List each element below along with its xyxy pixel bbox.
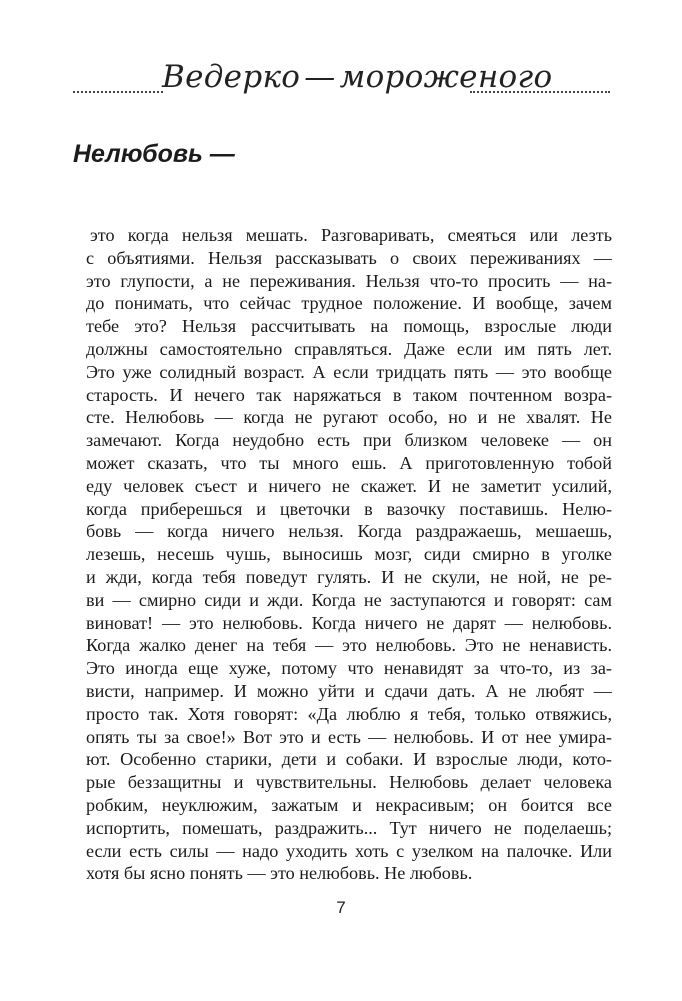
running-title-part-2: мороженого bbox=[339, 59, 553, 95]
body-line: лезешь, несешь чушь, выносишь мозг, сиди смирно в уголке bbox=[86, 544, 612, 565]
body-line: Это уже солидный возраст. А если тридцать пять — это вообще bbox=[86, 361, 612, 382]
body-line: висти, например. И можно уйти и сдачи дать. А не любят — bbox=[86, 680, 612, 701]
body-line: замечают. Когда неудобно есть при близком человеке — он bbox=[86, 430, 612, 451]
body-line: до понимать, что сейчас трудное положение. И вообще, зачем bbox=[86, 293, 612, 314]
body-line: это когда нельзя мешать. Разговаривать, смеяться или лезть bbox=[90, 225, 612, 245]
running-title-dash: — bbox=[304, 59, 336, 95]
body-line: и жди, когда тебя поведут гулять. И не скули, не ной, не ре- bbox=[86, 566, 612, 587]
body-line: это глупости, а не переживания. Нельзя что-то просить — на- bbox=[86, 270, 612, 291]
body-line: робким, неуклюжим, зажатым и некрасивым; он боится все bbox=[86, 794, 612, 815]
body-line: Когда жалко денег на тебя — это нелюбовь. Это не ненависть. bbox=[86, 635, 612, 656]
body-line: испортить, помешать, раздражить... Тут ничего не поделаешь; bbox=[86, 817, 612, 838]
body-line: сте. Нелюбовь — когда не ругают особо, но и не хвалят. Не bbox=[86, 407, 612, 428]
header-dotted-rule-right bbox=[470, 91, 610, 93]
body-line: рые беззащитны и чувствительны. Нелюбовь делает человека bbox=[86, 772, 612, 793]
body-line: бовь — когда ничего нельзя. Когда раздражаешь, мешаешь, bbox=[86, 521, 612, 542]
body-line: если есть силы — надо уходить хоть с узелком на палочке. Или bbox=[86, 840, 612, 861]
body-line: должны самостоятельно справляться. Даже если им пять лет. bbox=[86, 338, 612, 359]
body-line: может сказать, что ты много ешь. А приготовленную тобой bbox=[86, 452, 612, 473]
running-header bbox=[0, 55, 682, 115]
body-line: ви — смирно сиди и жди. Когда не заступаются и говорят: сам bbox=[86, 589, 612, 610]
body-line: с объятиями. Нельзя рассказывать о своих переживаниях — bbox=[86, 247, 612, 268]
body-line: виноват! — это нелюбовь. Когда ничего не дарят — нелюбовь. bbox=[86, 612, 612, 633]
body-line: тебе это? Нельзя рассчитывать на помощь, взрослые люди bbox=[86, 316, 612, 337]
body-line: Это иногда еще хуже, потому что ненавидят за что-то, из за- bbox=[86, 658, 612, 679]
running-title bbox=[162, 59, 553, 95]
running-title-part-1: Ведерко bbox=[162, 59, 301, 95]
page-number: 7 bbox=[336, 898, 346, 917]
body-line: старость. И нечего так наряжаться в таком почтенном возра- bbox=[86, 384, 612, 405]
body-line: просто так. Хотя говорят: «Да люблю я тебя, только отвяжись, bbox=[86, 703, 612, 724]
body-line: хотя бы ясно понять — это нелюбовь. Не любовь. bbox=[86, 863, 473, 884]
body-text bbox=[86, 224, 612, 885]
body-line: когда приберешься и цветочки в вазочку поставишь. Нелю- bbox=[86, 498, 612, 519]
body-line: ют. Особенно старики, дети и собаки. И взрослые люди, кото- bbox=[86, 749, 612, 770]
body-line: еду человек съест и ничего не скажет. И не заметит усилий, bbox=[86, 475, 612, 496]
section-title: Нелюбовь — bbox=[73, 140, 235, 168]
header-dotted-rule-left bbox=[73, 91, 163, 93]
body-line: опять ты за свое!» Вот это и есть — нелюбовь. И от нее умира- bbox=[86, 726, 612, 747]
